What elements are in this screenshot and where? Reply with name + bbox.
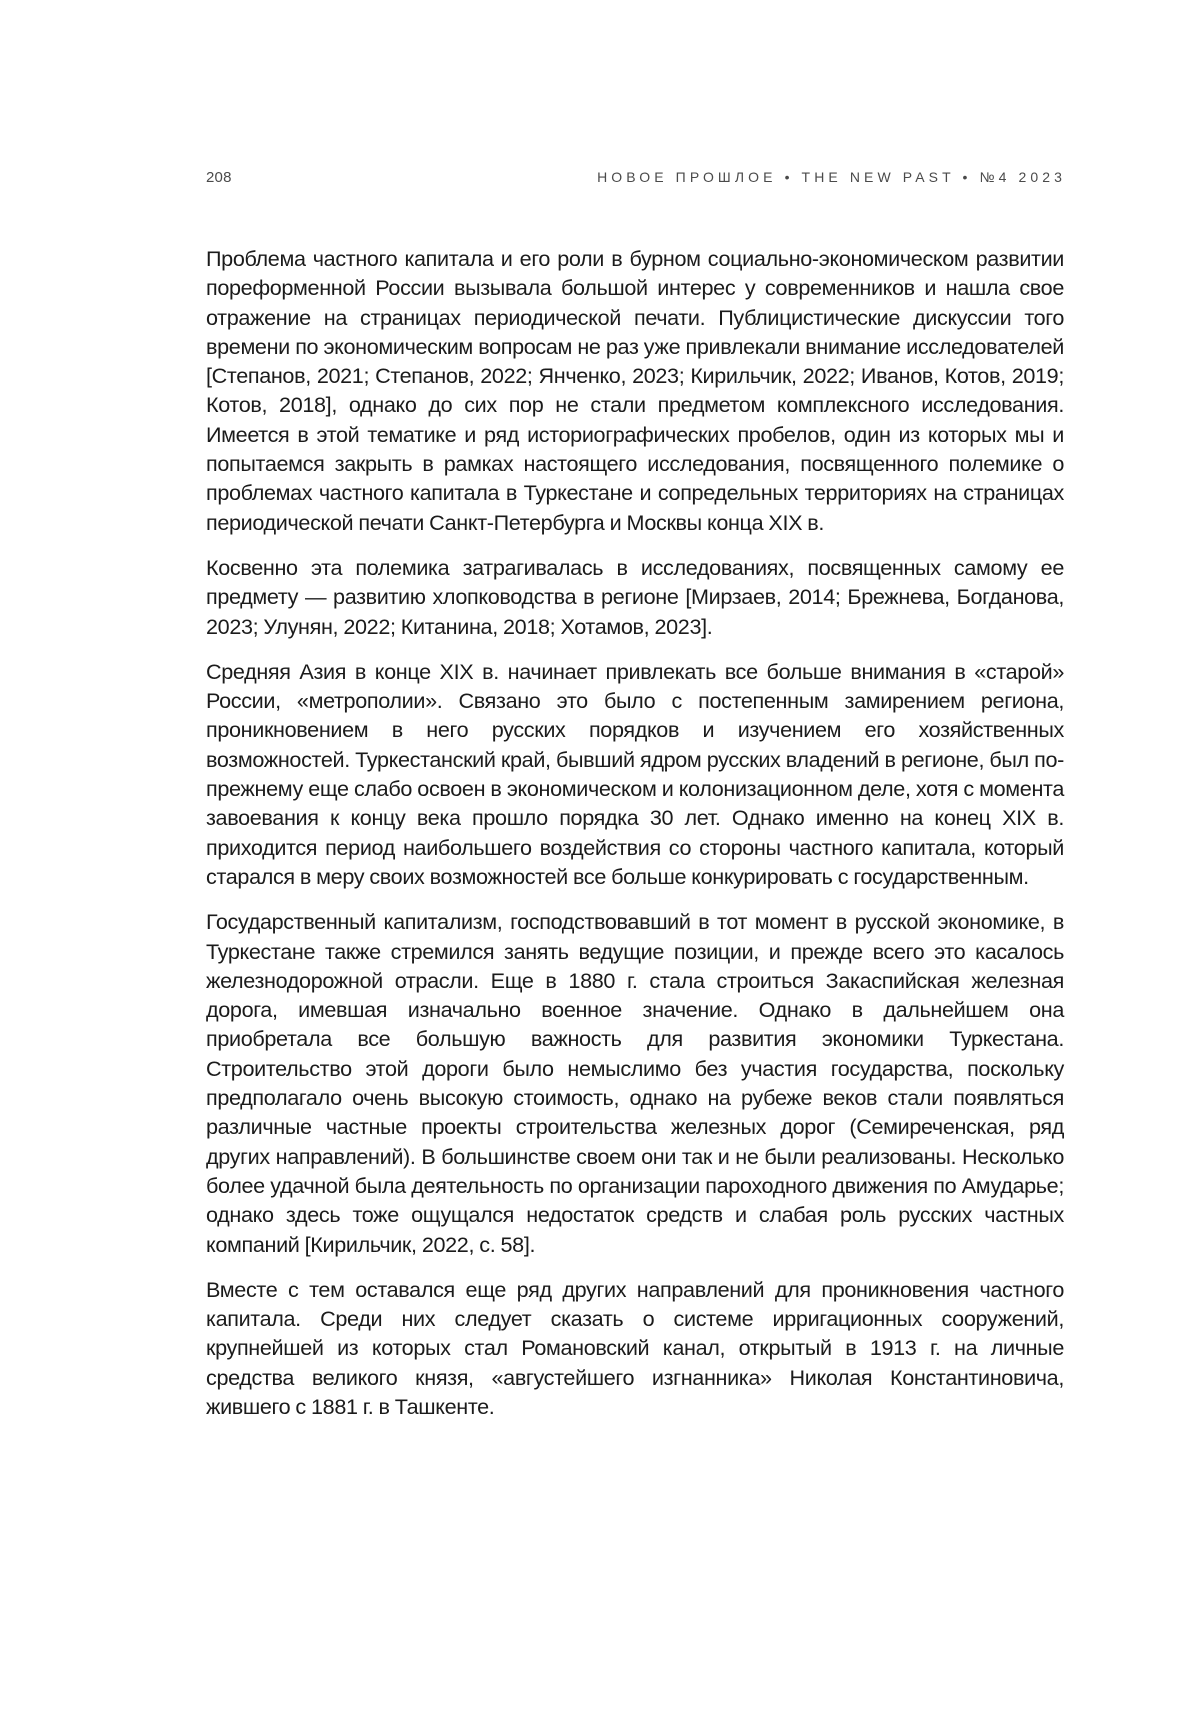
- article-body: [206, 244, 1064, 1421]
- journal-title: НОВОЕ ПРОШЛОЕ • THE NEW PAST • №4 2023: [597, 169, 1066, 185]
- paragraph-3: Средняя Азия в конце XIX в. начинает привлекать все больше внимания в «старой» России, «метрополии». Связано это было с постепенным замирением региона, проникновением в него русских порядков и изучением его хозяйственных возможностей. Туркестанский край, бывший ядром русских владений в регионе, был по-прежнему еще слабо освоен в экономическом и колонизационном деле, хотя с момента завоевания к концу века прошло порядка 30 лет. Однако именно на конец XIX в. приходится период наибольшего воздействия со стороны частного капитала, который старался в меру своих возможностей все больше конкурировать с государственным.: [206, 658, 1064, 889]
- paragraph-4: Государственный капитализм, господствовавший в тот момент в русской экономике, в Туркестане также стремился занять ведущие позиции, и прежде всего это касалось железнодорожной отрасли. Еще в 1880 г. стала строиться Закаспийская железная дорога, имевшая изначально военное значение. Однако в дальнейшем она приобретала все большую важность для развития экономики Туркестана. Строительство этой дороги было немыслимо без участия государства, поскольку предполагало очень высокую стоимость, однако на рубеже веков стали появляться различные частные проекты строительства железных дорог (Семиреченская, ряд других направлений). В большинстве своем они так и не были реализованы. Несколько более удачной была деятельность по организации пароходного движения по Амударье; однако здесь тоже ощущался недостаток средств и слабая роль русских частных компаний [Кирильчик, 2022, с. 58].: [206, 909, 1064, 1257]
- paragraph-1: Проблема частного капитала и его роли в бурном социально-экономическом развитии пореформенной России вызывала большой интерес у современников и нашла свое отражение на страницах периодической печати. Публицистические дискуссии того времени по экономическим вопросам не раз уже привлекали внимание исследователей [Степанов, 2021; Степанов, 2022; Янченко, 2023; Кирильчик, 2022; Иванов, Котов, 2019; Котов, 2018], однако до сих пор не стали предметом комплексного исследования. Имеется в этой тематике и ряд историографических пробелов, один из которых мы и попытаемся закрыть в рамках настоящего исследования, посвященного полемике о проблемах частного капитала в Туркестане и сопредельных территориях на страницах периодической печати Санкт-Петербурга и Москвы конца XIX в.: [206, 246, 1064, 535]
- paragraph-5: Вместе с тем оставался еще ряд других направлений для проникновения частного капитала. Среди них следует сказать о системе ирригационных сооружений, крупнейшей из которых стал Романовский канал, открытый в 1913 г. на личные средства великого князя, «августейшего изгнанника» Николая Константиновича, жившего с 1881 г. в Ташкенте.: [206, 1276, 1064, 1419]
- running-header: [206, 166, 1066, 188]
- page-number: 208: [206, 168, 232, 186]
- paragraph-2: Косвенно эта полемика затрагивалась в исследованиях, посвященных самому ее предмету — развитию хлопководства в регионе [Мирзаев, 2014; Брежнева, Богданова, 2023; Улунян, 2022; Китанина, 2018; Хотамов, 2023].: [206, 554, 1064, 639]
